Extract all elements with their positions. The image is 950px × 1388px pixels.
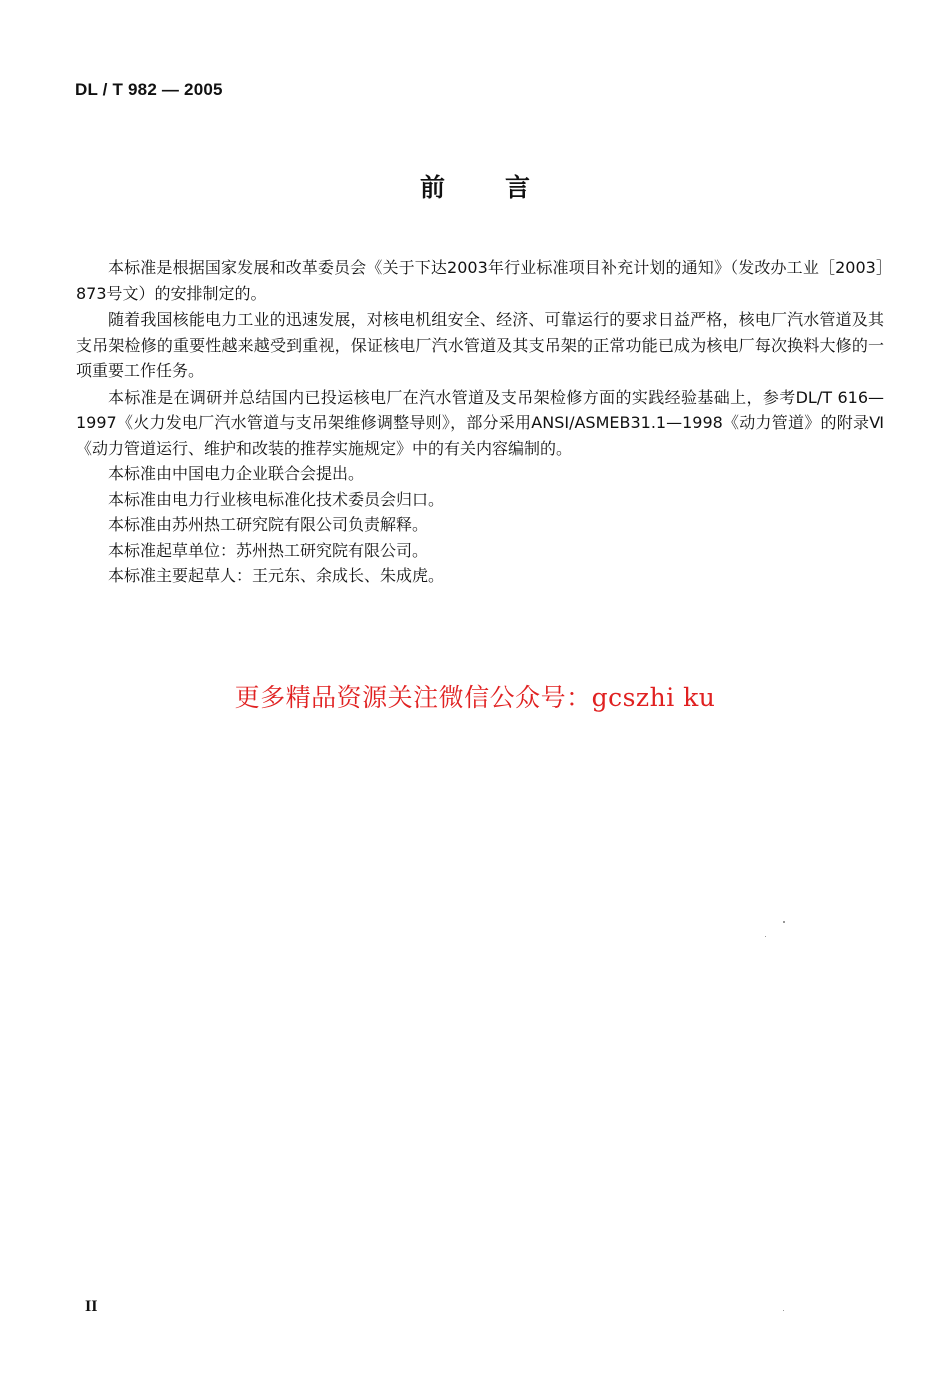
scan-speck — [783, 1310, 784, 1311]
paragraph: 本标准是根据国家发展和改革委员会《关于下达2003年行业标准项目补充计划的通知》（发改办工业［2003］873号文）的安排制定的。 — [76, 258, 884, 303]
scan-speck — [783, 921, 785, 923]
paragraph: 随着我国核能电力工业的迅速发展，对核电机组安全、经济、可靠运行的要求日益严格，核电厂汽水管道及其支吊架检修的重要性越来越受到重视，保证核电厂汽水管道及其支吊架的正常功能已成为核电厂每次换料大修的一项重要工作任务。 — [76, 310, 884, 380]
paragraph: 本标准是在调研并总结国内已投运核电厂在汽水管道及支吊架检修方面的实践经验基础上，参考DL/T 616—1997《火力发电厂汽水管道与支吊架维修调整导则》，部分采用ANSI/ASMEB31.1—1998《动力管道》的附录Ⅵ《动力管道运行、维护和改装的推荐实施规定》中的有关内容编制的。 — [76, 387, 884, 458]
foreword-body — [76, 255, 884, 589]
paragraph: 本标准由电力行业核电标准化技术委员会归口。 — [108, 489, 445, 509]
scan-speck — [765, 936, 766, 937]
document-code: DL / T 982 — 2005 — [75, 80, 223, 99]
page-number: II — [85, 1298, 98, 1315]
paragraph: 本标准由苏州热工研究院有限公司负责解释。 — [108, 515, 429, 534]
promo-banner: 更多精品资源关注微信公众号：gcszhi ku — [234, 683, 716, 712]
paragraph: 本标准起草单位：苏州热工研究院有限公司。 — [108, 540, 429, 560]
title-char-1: 前 — [419, 173, 445, 202]
title-char-2: 言 — [505, 173, 531, 202]
page-title — [0, 168, 950, 204]
paragraph: 本标准由中国电力企业联合会提出。 — [108, 464, 365, 483]
paragraph: 本标准主要起草人：王元东、余成长、朱成虎。 — [108, 566, 445, 585]
